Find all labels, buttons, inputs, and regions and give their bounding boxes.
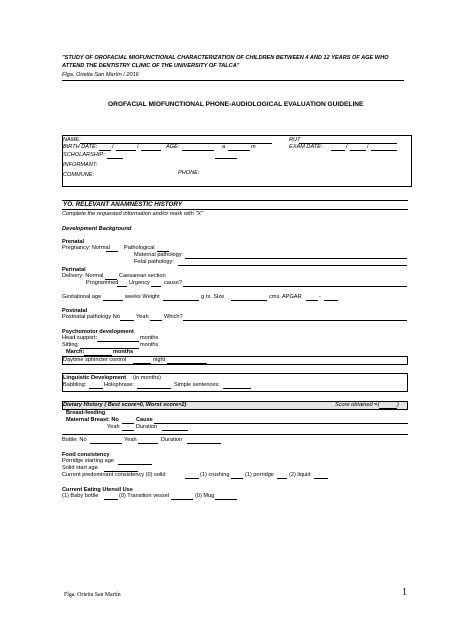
weight-line[interactable] (163, 300, 199, 301)
postnatal-yeah-line[interactable] (150, 320, 162, 321)
postnatal-yeah-label: Yeah (136, 314, 149, 320)
sphincter-day-line[interactable] (133, 363, 151, 364)
maternal-breast-label: Maternal Breast: No (66, 417, 119, 423)
march-months: months (113, 349, 134, 355)
bottle-yeah-line[interactable] (138, 443, 158, 444)
bottle-label: Bottle: No (62, 437, 87, 443)
breast-cause-label: Cause (136, 417, 153, 423)
sphincter-night-line[interactable] (167, 363, 207, 364)
holophrase-line[interactable] (137, 388, 171, 389)
study-title-line2: ATTEND THE DENTISTRY CLINIC OF THE UNIVERSITY OF TALCA" (62, 63, 240, 69)
breast-duration-label: Duration (136, 424, 158, 430)
header-author: Flga. Orietta San Martín / 2016 (62, 72, 139, 78)
bottle-duration-line[interactable] (187, 443, 221, 444)
linguistic-heading: Linguistic Development (63, 375, 127, 381)
birth-date-label: BIRTH DATE: (63, 144, 98, 150)
birth-day-line[interactable] (99, 150, 111, 151)
babbling-line[interactable] (89, 388, 103, 389)
transition-vessel-label: (0) Transition vessel (119, 493, 170, 499)
birth-sep2: / (137, 144, 139, 150)
sphincter-night-label: night (153, 357, 166, 363)
pregnancy-label: Pregnancy: Normal (62, 245, 110, 251)
head-support-label: Head support: (62, 335, 98, 341)
dev-background-heading: Development Background (62, 226, 132, 232)
dietary-score-line[interactable] (379, 408, 397, 409)
simple-sentences-label: Simple sentences: (174, 382, 220, 388)
holophrase-label: Holophrase: (104, 382, 135, 388)
size-line[interactable] (231, 300, 267, 301)
name-label: NAME: (63, 137, 81, 143)
exam-month-line[interactable] (350, 150, 366, 151)
scholarship-line-2[interactable] (215, 158, 237, 159)
section1-instruction: Complete the requested information and/or mark with "X" (62, 211, 204, 217)
transition-vessel-line[interactable] (171, 499, 193, 500)
food-consistency-heading: Food consistency (62, 452, 110, 458)
liquid-option-label: (2) liquid (289, 472, 311, 478)
exam-sep2: / (367, 144, 369, 150)
sitting-months: months (140, 342, 159, 348)
psychomotor-heading: Psychomotor development (62, 329, 134, 335)
programmed-label: Programmed (86, 280, 119, 286)
urgency-line[interactable] (151, 286, 161, 287)
scholarship-line[interactable] (107, 158, 123, 159)
baby-bottle-label: (1) Baby bottle (62, 493, 99, 499)
current-consistency-label: Current predominant consistency (0) solid (62, 472, 166, 478)
cause-line[interactable] (183, 286, 407, 287)
gestational-age-label: Gestational age (62, 294, 102, 300)
size-label: g rs. Size (201, 294, 225, 300)
postnatal-pathology-label: Postnatal pathology No (62, 314, 120, 320)
postnatal-which-line[interactable] (183, 320, 407, 321)
porridge-option-label: (1) porridge (245, 472, 274, 478)
breast-yeah-line[interactable] (122, 430, 134, 431)
exam-date-label: EXAM DATE: (289, 144, 323, 150)
porridge-age-line[interactable] (118, 464, 152, 465)
march-label: March: (66, 349, 85, 355)
crushing-label: (1) crushing (200, 472, 230, 478)
dietary-heading: Dietary History ( Best score=0, Worst score=2) (63, 402, 187, 408)
age-unit-m: m (251, 144, 256, 150)
page-number: 1 (402, 587, 407, 598)
programmed-line[interactable] (117, 286, 127, 287)
delivery-label: Delivery: Normal (62, 273, 104, 279)
apgar-label: cms. APGAR (269, 294, 302, 300)
exam-day-line[interactable] (331, 150, 345, 151)
age-months-line[interactable] (228, 150, 250, 151)
apgar-line-1[interactable] (306, 300, 318, 301)
breast-cause-line[interactable] (154, 423, 408, 424)
babbling-label: Babbling: (63, 382, 87, 388)
sitting-label: Sitting: (62, 342, 80, 348)
weight-label: weeks Weight (125, 294, 160, 300)
postnatal-no-line[interactable] (120, 320, 134, 321)
apgar-line-2[interactable] (324, 300, 338, 301)
linguistic-in-months: (in months) (133, 375, 161, 381)
study-title-line1: "STUDY OF OROFACIAL MIOFUNCTIONAL CHARACTERIZATION OF CHILDREN BETWEEN 4 AND 12 YEARS OF AGE WHO (62, 55, 389, 61)
solid-option-line[interactable] (185, 478, 199, 479)
age-years-line[interactable] (182, 150, 214, 151)
simple-sentences-line[interactable] (223, 388, 251, 389)
crushing-option-line[interactable] (231, 478, 243, 479)
section1-heading: YO. RELEVANT ANAMNESTIC HISTORY (63, 201, 183, 208)
fetal-pathology-label: Fetal pathology: (134, 259, 174, 265)
header-rule (62, 80, 404, 81)
phone-label: PHONE: (178, 170, 200, 176)
breast-yeah-label: Yeah (107, 424, 120, 430)
bottle-yeah-label: Yeah (124, 437, 137, 443)
bottle-duration-label: Duration (161, 437, 183, 443)
liquid-option-line[interactable] (314, 478, 328, 479)
dietary-score-label: Score obtained =( (335, 402, 380, 408)
breastfeeding-heading: Breast-feeding (66, 410, 106, 416)
cause-label: cause? (164, 280, 183, 286)
exam-sep1: / (346, 144, 348, 150)
caesarean-label: Caesarean section (119, 273, 166, 279)
breast-duration-line[interactable] (162, 430, 188, 431)
breast-rule (62, 434, 408, 435)
informant-label: INFORMANT: (63, 162, 98, 168)
maternal-breast-no-line[interactable] (122, 423, 134, 424)
perinatal-heading: Perinatal (62, 267, 86, 273)
bottle-no-line[interactable] (90, 443, 122, 444)
pathological-label: Pathological (124, 245, 155, 251)
scholarship-label: SCHOLARSHIP: (63, 152, 105, 158)
head-support-months: months (140, 335, 159, 341)
sphincter-label: Daytime sphincter control (63, 357, 127, 363)
birth-sep1: / (112, 144, 114, 150)
baby-bottle-line[interactable] (104, 499, 118, 500)
solid-age-label: Solid start age (62, 465, 98, 471)
rut-label: RUT (289, 137, 301, 143)
head-support-line[interactable] (97, 341, 139, 342)
age-unit-a: a (222, 144, 226, 150)
page-title: OROFACIAL MIOFUNCTIONAL PHONE-AUDIOLOGICAL EVALUATION GUIDELINE (108, 101, 364, 108)
birth-year-line[interactable] (141, 150, 161, 151)
commune-label: COMMUNE: (63, 172, 95, 178)
prenatal-heading: Prenatal (62, 239, 85, 245)
gestational-age-line[interactable] (103, 300, 123, 301)
age-label: AGE: (166, 144, 180, 150)
mug-line[interactable] (215, 499, 237, 500)
footer-author: Flga. Orietta San Martín (64, 592, 121, 598)
maternal-pathology-line[interactable] (185, 258, 407, 259)
fetal-pathology-line[interactable] (178, 265, 407, 266)
postnatal-heading: Postnatal (62, 308, 88, 314)
pregnancy-normal-line[interactable] (106, 251, 118, 252)
postnatal-which-label: Which? (164, 314, 183, 320)
mug-label: (0) Mug (195, 493, 215, 499)
exam-year-line[interactable] (371, 150, 397, 151)
apgar-dash: - (319, 294, 321, 300)
utensil-heading: Current Eating Utensil Use (62, 487, 133, 493)
urgency-label: Urgency (129, 280, 150, 286)
dietary-score-close: ) (397, 402, 399, 408)
birth-month-line[interactable] (116, 150, 136, 151)
maternal-pathology-label: Maternal pathology: (134, 252, 184, 258)
porridge-age-label: Porridge starting age (62, 458, 114, 464)
porridge-option-line[interactable] (277, 478, 287, 479)
